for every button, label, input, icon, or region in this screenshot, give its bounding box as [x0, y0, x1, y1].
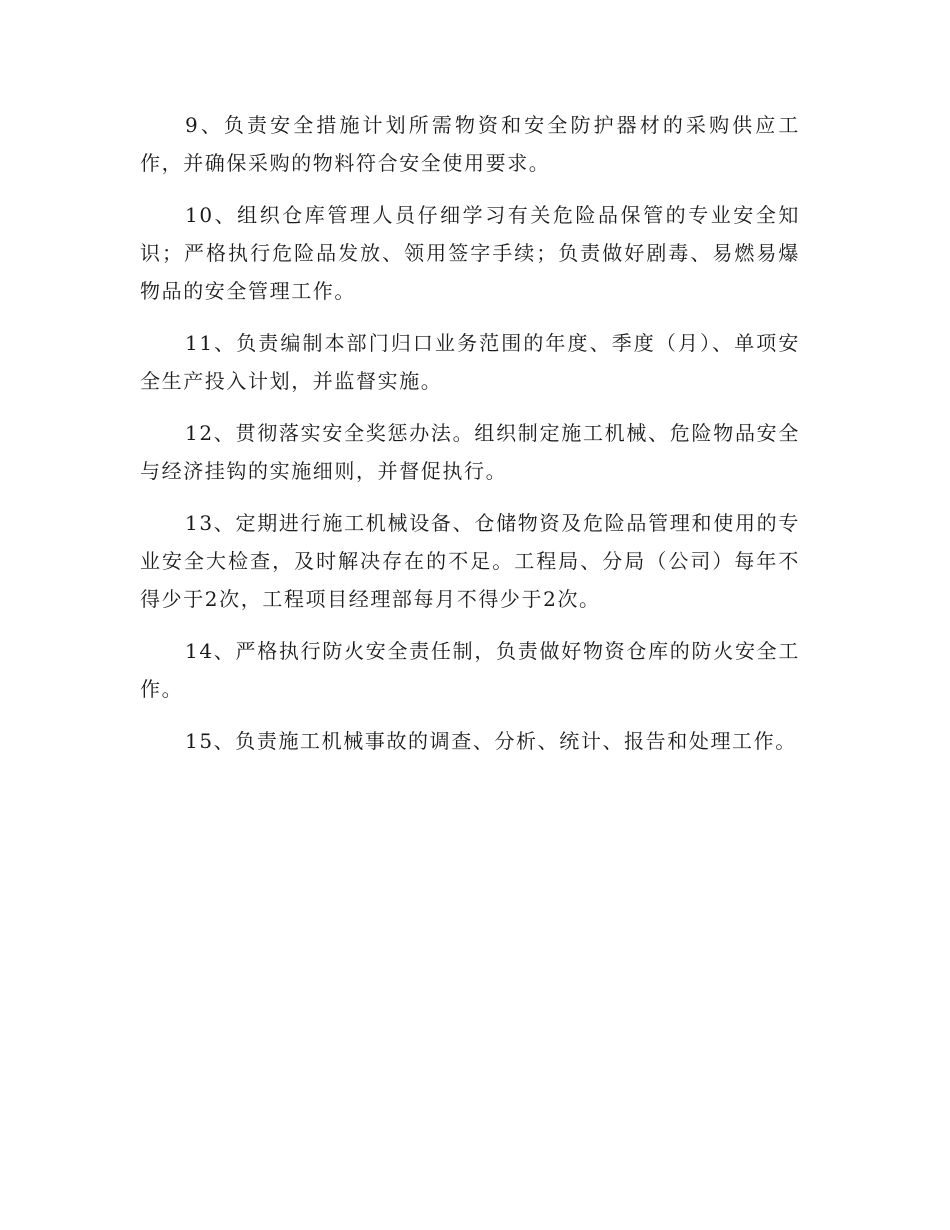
paragraph-item-9: 9、负责安全措施计划所需物资和安全防护器材的采购供应工作，并确保采购的物料符合安全使用要求。 [140, 113, 800, 175]
paragraph-item-12: 12、贯彻落实安全奖惩办法。组织制定施工机械、危险物品安全与经济挂钩的实施细则，并督促执行。 [140, 421, 800, 483]
paragraph-item-11: 11、负责编制本部门归口业务范围的年度、季度（月）、单项安全生产投入计划，并监督实施。 [140, 331, 800, 393]
paragraph-item-15: 15、负责施工机械事故的调查、分析、统计、报告和处理工作。 [185, 729, 797, 753]
paragraph-item-13: 13、定期进行施工机械设备、仓储物资及危险品管理和使用的专业安全大检查，及时解决存在的不足。工程局、分局（公司）每年不得少于2次，工程项目经理部每月不得少于2次。 [140, 511, 800, 611]
paragraph-item-14: 14、严格执行防火安全责任制，负责做好物资仓库的防火安全工作。 [140, 639, 800, 701]
paragraph-item-10: 10、组织仓库管理人员仔细学习有关危险品保管的专业安全知识；严格执行危险品发放、领用签字手续；负责做好剧毒、易燃易爆物品的安全管理工作。 [140, 203, 800, 303]
document-body [140, 106, 800, 774]
